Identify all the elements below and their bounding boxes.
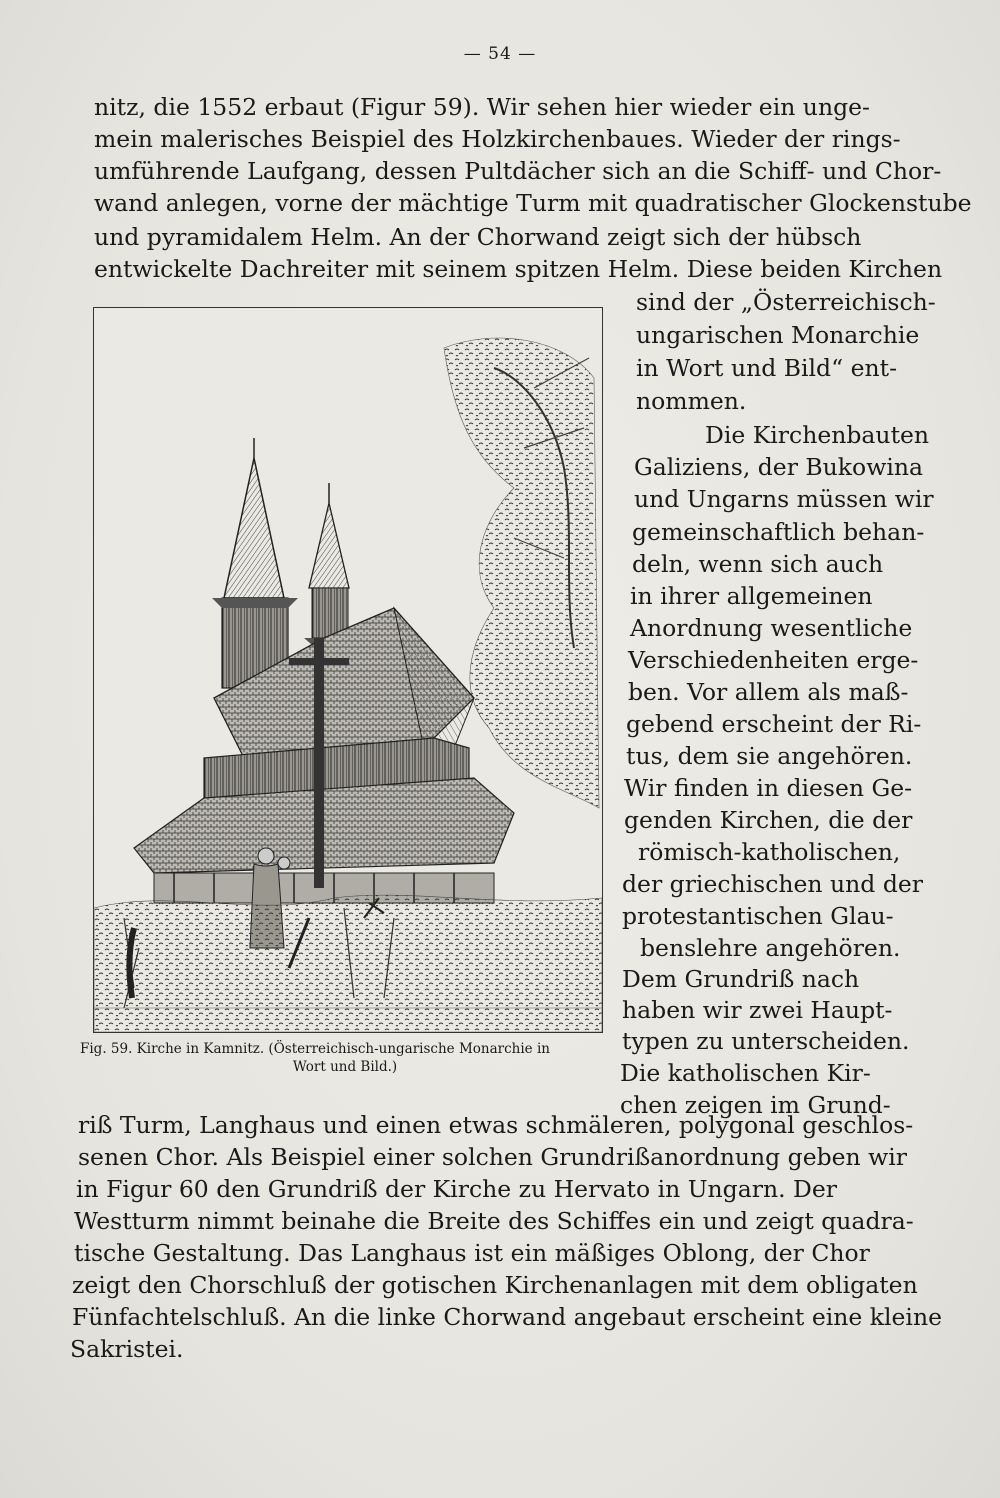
text-line: senen Chor. Als Beispiel einer solchen Grundrißanordnung geben wir	[78, 1143, 908, 1171]
text-line: und pyramidalem Helm. An der Chorwand zeigt sich der hübsch	[94, 223, 862, 251]
text-line: in ihrer allgemeinen	[630, 582, 873, 610]
text-line: Galiziens, der Bukowina	[634, 453, 923, 481]
caption-line: Fig. 59. Kirche in Kamnitz. (Österreichisch‑ungarische Monarchie in	[80, 1041, 550, 1057]
text-line: typen zu unterscheiden.	[622, 1027, 910, 1055]
text-line: römisch‑katholischen,	[638, 838, 901, 866]
text-line: Dem Grundriß nach	[622, 965, 860, 993]
text-line: entwickelte Dachreiter mit seinem spitzen Helm. Diese beiden Kirchen	[94, 255, 943, 283]
text-line: in Figur 60 den Grundriß der Kirche zu Hervato in Ungarn. Der	[76, 1175, 837, 1203]
text-line: nitz, die 1552 erbaut (Figur 59). Wir sehen hier wieder ein unge‑	[94, 93, 870, 121]
figure-caption	[80, 1040, 610, 1076]
text-line: ungarischen Monarchie	[636, 321, 920, 349]
text-line: mein malerisches Beispiel des Holzkirchenbaues. Wieder der rings‑	[94, 125, 901, 153]
foreground-vegetation	[94, 895, 602, 1032]
church-engraving-image	[94, 308, 602, 1032]
text-line: haben wir zwei Haupt‑	[622, 996, 893, 1024]
roof-spire	[304, 483, 356, 644]
text-line: zeigt den Chorschluß der gotischen Kirchenanlagen mit dem obligaten	[72, 1271, 918, 1299]
text-line: der griechischen und der	[622, 870, 924, 898]
text-line: Verschiedenheiten erge‑	[628, 646, 919, 674]
text-line: Anordnung wesentliche	[630, 614, 913, 642]
tree-foliage	[444, 338, 599, 808]
text-line: benslehre angehören.	[640, 934, 901, 962]
text-line: wand anlegen, vorne der mächtige Turm mit quadratischer Glockenstube	[94, 189, 972, 217]
text-line: Westturm nimmt beinahe die Breite des Schiffes ein und zeigt quadra‑	[74, 1207, 914, 1235]
text-line: riß Turm, Langhaus und einen etwas schmäleren, polygonal geschlos‑	[78, 1111, 914, 1139]
text-line: protestantischen Glau‑	[622, 902, 894, 930]
text-line: sind der „Österreichisch‑	[636, 288, 936, 316]
text-line: Sakristei.	[70, 1335, 184, 1363]
text-line: tische Gestaltung. Das Langhaus ist ein mäßiges Oblong, der Chor	[74, 1239, 870, 1267]
text-line: und Ungarns müssen wir	[634, 485, 934, 513]
text-line: umführende Laufgang, dessen Pultdächer sich an die Schiff‑ und Chor‑	[94, 157, 942, 185]
figure-church-illustration	[93, 307, 603, 1033]
text-line: Die katholischen Kir‑	[620, 1059, 871, 1087]
text-line: Die Kirchenbauten	[705, 421, 930, 449]
page-number: — 54 —	[463, 44, 537, 64]
text-line: deln, wenn sich auch	[632, 550, 884, 578]
tower	[212, 438, 298, 688]
caption-line: Wort und Bild.)	[292, 1059, 398, 1075]
text-line: genden Kirchen, die der	[624, 806, 913, 834]
text-line: chen zeigen im Grund‑	[620, 1091, 891, 1119]
text-line: gebend erscheint der Ri‑	[626, 710, 922, 738]
text-line: in Wort und Bild“ ent‑	[636, 354, 898, 382]
text-line: Wir finden in diesen Ge‑	[624, 774, 913, 802]
text-line: nommen.	[636, 387, 747, 415]
text-line: gemeinschaftlich behan‑	[632, 518, 925, 546]
text-line: tus, dem sie angehören.	[626, 742, 913, 770]
text-line: ben. Vor allem als maß‑	[628, 678, 909, 706]
text-line: Fünfachtelschluß. An die linke Chorwand angebaut erscheint eine kleine	[72, 1303, 942, 1331]
